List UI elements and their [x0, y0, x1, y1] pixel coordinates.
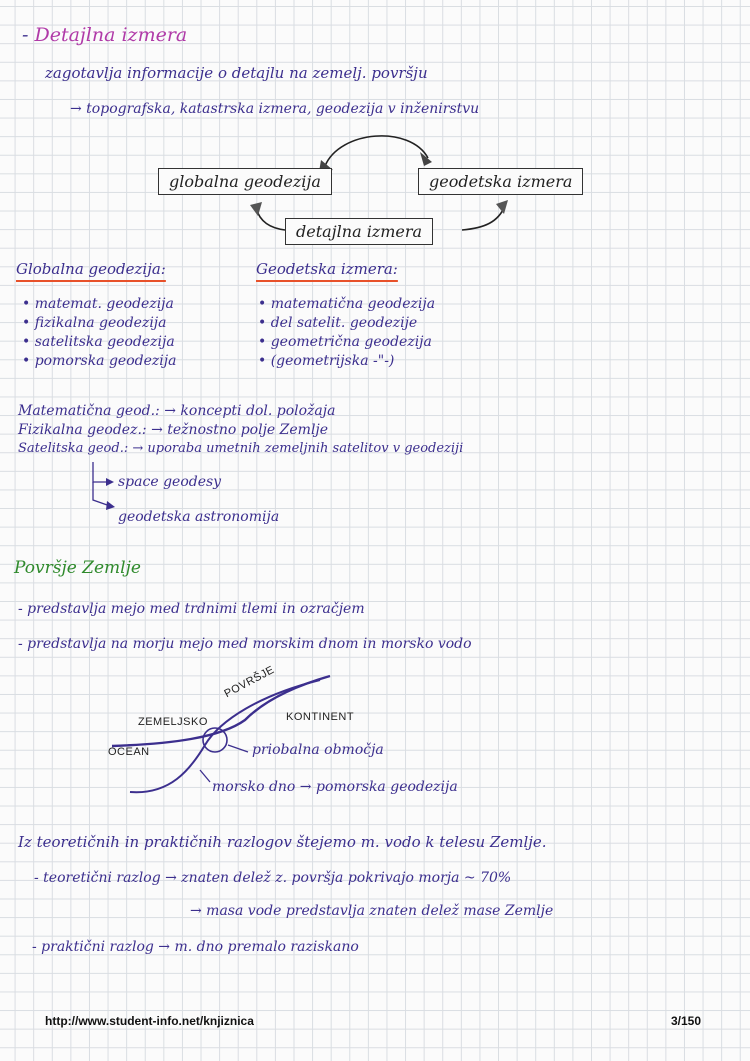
box-detajlna-izmera: detajlna izmera [285, 218, 433, 245]
detajlna-line-2: → topografska, katastrska izmera, geodezija v inženirstvu [70, 101, 480, 117]
left-list-item: • fizikalna geodezija [22, 315, 167, 331]
definition-row: Matematična geod.: → koncepti dol. položaja [18, 403, 336, 419]
section-title-povrsje: Površje Zemlje [14, 558, 141, 578]
povrsje-bullet: - predstavlja na morju mejo med morskim dnom in morsko vodo [18, 636, 472, 652]
definition-row: Satelitska geod.: → uporaba umetnih zemeljnih satelitov v geodeziji [18, 441, 464, 456]
right-list-item: • (geometrijska -"-) [258, 353, 395, 369]
box-geodetska-izmera: geodetska izmera [418, 168, 583, 195]
right-list-item: • matematična geodezija [258, 296, 436, 312]
left-list-item: • matemat. geodezija [22, 296, 174, 312]
footer-page-number: 3/150 [671, 1014, 702, 1028]
label-zemeljsko: ZEMELJSKO [138, 716, 208, 728]
list-title-globalna: Globalna geodezija: [16, 260, 166, 278]
detajlna-line-1: zagotavlja informacije o detajlu na zemelj. površju [45, 64, 428, 82]
label-kontinent: KONTINENT [286, 711, 355, 723]
razlogi-line-1: Iz teoretičnih in praktičnih razlogov štejemo m. vodo k telesu Zemlje. [18, 833, 547, 851]
razlogi-line-4: - praktični razlog → m. dno premalo raziskano [32, 939, 359, 955]
left-list-item: • satelitska geodezija [22, 334, 175, 350]
razlogi-line-2: - teoretični razlog → znaten delež z. površja pokrivajo morja ~ 70% [34, 870, 512, 886]
box-globalna-geodezija: globalna geodezija [158, 168, 332, 195]
right-list-item: • geometrična geodezija [258, 334, 432, 350]
povrsje-bullet: - predstavlja mejo med trdnimi tlemi in ozračjem [18, 601, 365, 617]
right-list-item: • del satelit. geodezije [258, 315, 418, 331]
label-povrsje: POVRŠJE [222, 663, 277, 701]
label-ocean: OCEAN [108, 746, 150, 758]
left-list-item: • pomorska geodezija [22, 353, 177, 369]
section-title-detajlna: - Detajlna izmera [22, 24, 188, 46]
seabed-line [130, 680, 320, 792]
branch-space-geodesy: space geodesy [118, 474, 222, 490]
branch-geodetska-astronomija: geodetska astronomija [118, 509, 280, 525]
seabed-pointer [200, 770, 210, 782]
label-morsko-dno: morsko dno → pomorska geodezija [212, 779, 458, 795]
list-title-geodetska: Geodetska izmera: [256, 260, 398, 278]
label-priobalna: priobalna območja [252, 742, 384, 758]
footer-url[interactable]: http://www.student-info.net/knjiznica [45, 1014, 254, 1028]
razlogi-line-3: → masa vode predstavlja znaten delež mase Zemlje [190, 903, 554, 919]
definition-row: Fizikalna geodez.: → težnostno polje Zemlje [18, 422, 329, 438]
coast-pointer [228, 745, 248, 752]
